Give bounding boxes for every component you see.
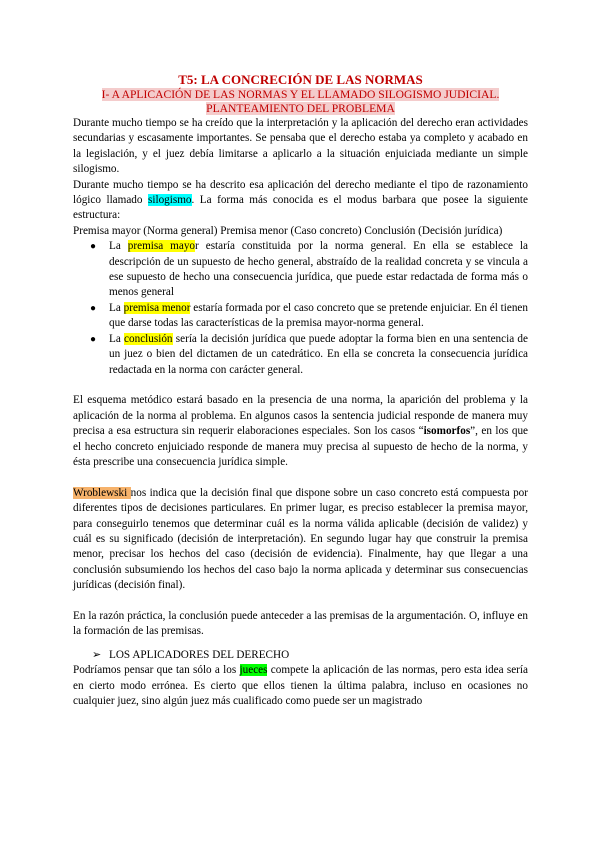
subtitle-line-2: PLANTEAMIENTO DEL PROBLEMA <box>206 102 395 115</box>
bullet-icon: ● <box>90 302 97 314</box>
highlight-premisa-menor: premisa menor <box>123 301 191 314</box>
bullet-icon: ● <box>90 241 97 253</box>
paragraph-5-text: nos indica que la decisión final que dispone sobre un caso concreto está compuesta por diferentes tipos de decisiones particulares. En primer lugar, es preciso establecer la premisa mayor, para conseguirlo tenemos que determinar cuál es la norma válida aplicable (decisión de validez) y cuál es su significado (decisión de interpretación). En segundo lugar hay que construir la premisa menor, precisar los hechos del caso (decisión de evidencia). Finalmente, hay que llegar a una conclusión subsumiendo los hechos del caso bajo la norma aplicada y determinar sus consecuencias jurídicas (decisión final). <box>73 486 528 592</box>
subtitle-line-1: I- A APLICACIÓN DE LAS NORMAS Y EL LLAMADO SILOGISMO JUDICIAL. <box>101 88 500 101</box>
section-subtitle <box>73 88 528 116</box>
premises-list <box>73 239 528 378</box>
list-item-prefix: La <box>109 332 125 345</box>
paragraph-7 <box>73 663 528 709</box>
list-item-prefix: La <box>109 240 128 253</box>
paragraph-3: Premisa mayor (Norma general) Premisa menor (Caso concreto) Conclusión (Decisión jurídica) <box>73 224 503 237</box>
paragraph-2-text-b: . La forma más conocida es el modus barbara que posee la siguiente estructura: <box>73 194 528 222</box>
list-item-text: estaría formada por el caso concreto que se pretende enjuiciar. En él tienen que darse todas las características de la premisa mayor-norma general. <box>109 301 528 330</box>
section-heading-aplicadores <box>73 648 528 663</box>
paragraph-7-text-b: compete la aplicación de las normas, pero esta idea sería en cierto modo errónea. Es cierto que ellos tienen la última palabra, incluso en ocasiones no cualquier juez, sino algún juez más cualificado como puede ser un magistrado <box>73 664 528 707</box>
spacer <box>73 594 528 609</box>
list-item-text: sería la decisión jurídica que puede adoptar la forma bien en una sentencia de un juez o bien del dictamen de un catedrático. En ella se concreta la consecuencia jurídica redactada en la norma con carácter general. <box>109 332 528 376</box>
paragraph-4-text-b: ”, en los que el hecho concreto enjuiciado responde de manera muy precisa al supuesto de hecho de la norma, y ésta prescribe una consecuencia jurídica simple. <box>73 425 529 468</box>
list-item <box>90 301 528 332</box>
highlight-wroblewski: Wroblewski <box>73 486 131 499</box>
arrow-icon: ➢ <box>92 648 102 661</box>
paragraph-2 <box>73 178 528 224</box>
bullet-icon: ● <box>90 333 97 345</box>
list-item <box>90 239 528 301</box>
section-heading-text: LOS APLICADORES DEL DERECHO <box>109 648 290 661</box>
highlight-jueces: jueces <box>239 664 268 677</box>
highlight-premisa-mayor: premisa mayo <box>127 240 196 253</box>
paragraph-2-text-a: Durante mucho tiempo se ha descrito esa aplicación del derecho mediante el tipo de razonamiento lógico llamado <box>73 178 528 207</box>
spacer <box>73 640 528 648</box>
list-item <box>90 332 528 378</box>
spacer <box>73 378 528 393</box>
paragraph-1: Durante mucho tiempo se ha creído que la interpretación y la aplicación del derecho eran actividades secundarias y escasamente importantes. Se pensaba que el derecho estaba ya completo y acabado en la legislación, y el juez debía limitarse a aplicarlo a la situación enjuiciada mediante un simple silogismo. <box>73 117 528 176</box>
list-item-prefix: La <box>109 301 124 314</box>
paragraph-5 <box>73 486 528 594</box>
document-title: T5: LA CONCRECIÓN DE LAS NORMAS <box>178 72 423 87</box>
highlight-silogismo: silogismo <box>148 194 192 207</box>
paragraph-7-text-a: Podríamos pensar que tan sólo a los <box>73 664 240 677</box>
bold-isomorfos: isomorfos <box>423 425 471 438</box>
paragraph-6: En la razón práctica, la conclusión puede anteceder a las premisas de la argumentación. O, influye en la formación de las premisas. <box>73 609 528 638</box>
spacer <box>73 470 528 485</box>
list-item-text: r estaría constituida por la norma general. En ella se establece la descripción de un supuesto de hecho general, abstraído de la realidad concreta y se vincula a ese supuesto de hecho una consecuencia jurídica, que puede estar redactada de forma más o menos general <box>109 240 528 299</box>
highlight-conclusion: conclusión <box>124 332 173 345</box>
paragraph-4-text-a: El esquema metódico estará basado en la presencia de una norma, la aparición del problema y la aplicación de la norma al problema. En algunos casos la sentencia judicial responde de manera muy precisa a esa estructura sin requerir elaboraciones especiales. Son los casos “ <box>73 394 528 438</box>
paragraph-4 <box>73 393 528 470</box>
